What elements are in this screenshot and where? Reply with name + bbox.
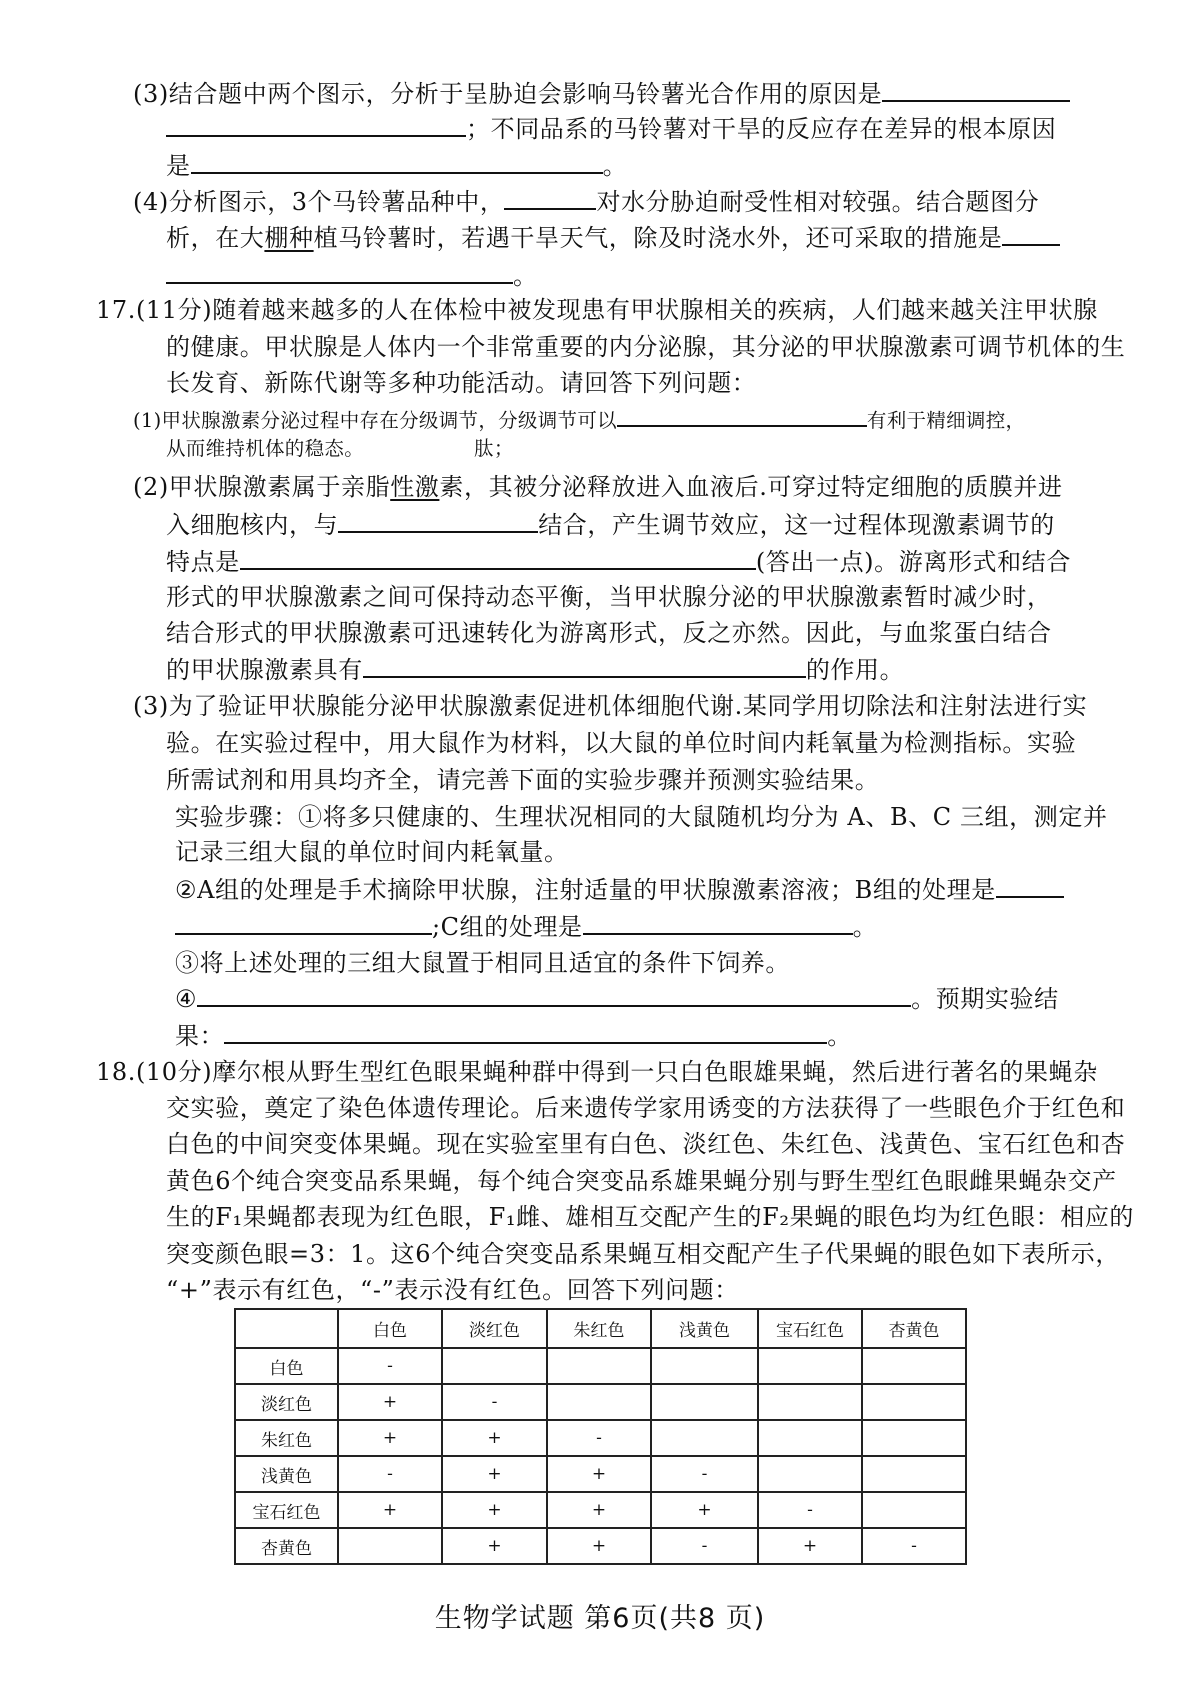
text-line	[166, 222, 1060, 253]
text-segment: ④	[175, 985, 198, 1013]
text-segment: (3)为了验证甲状腺能分泌甲状腺激素促进机体细胞代谢.某同学用切除法和注射法进行实	[133, 692, 1088, 720]
table-row	[235, 1456, 966, 1492]
text-line	[175, 911, 877, 942]
text-segment: 记录三组大鼠的单位时间内耗氧量。	[175, 838, 569, 866]
text-line	[166, 368, 756, 398]
text-line	[166, 654, 904, 685]
answer-blank[interactable]	[338, 509, 538, 533]
table-cell: -	[547, 1420, 651, 1456]
text-line	[166, 150, 627, 181]
table-row	[235, 1348, 966, 1384]
text-segment: ;C组的处理是	[432, 913, 583, 941]
table-cell: +	[547, 1528, 651, 1564]
table-cell	[758, 1456, 862, 1492]
table-cell: +	[338, 1420, 442, 1456]
text-segment: 白色的中间突变体果蝇。现在实验室里有白色、淡红色、朱红色、浅黄色、宝石红色和杏	[166, 1130, 1126, 1158]
table-cell: -	[442, 1384, 547, 1420]
table-row	[235, 1492, 966, 1528]
text-segment: ③将上述处理的三组大鼠置于相同且适宜的条件下饲养。	[175, 949, 790, 977]
column-header: 朱红色	[547, 1309, 651, 1348]
table-cell	[442, 1348, 547, 1384]
table-cell: +	[442, 1528, 547, 1564]
answer-blank[interactable]	[240, 546, 756, 570]
table-cell	[758, 1348, 862, 1384]
table-cell: -	[651, 1528, 758, 1564]
table-cell	[862, 1456, 966, 1492]
answer-blank[interactable]	[166, 260, 513, 284]
text-segment: 长发育、新陈代谢等多种功能活动。请回答下列问题：	[166, 369, 757, 397]
answer-blank[interactable]	[617, 403, 867, 427]
table-cell	[547, 1384, 651, 1420]
table-cell: +	[651, 1492, 758, 1528]
text-segment: (4)分析图示，3个马铃薯品种中，	[133, 188, 505, 216]
text-segment: 结合，产生调节效应，这一过程体现激素调节的	[538, 511, 1055, 539]
row-header: 淡红色	[235, 1384, 338, 1420]
table-cell	[862, 1348, 966, 1384]
table-cell	[651, 1420, 758, 1456]
text-line	[175, 983, 1059, 1014]
text-segment: 黄色6个纯合突变品系果蝇，每个纯合突变品系雄果蝇分别与野生型红色眼雌果蝇杂交产	[166, 1167, 1117, 1195]
answer-blank[interactable]	[224, 1020, 827, 1044]
column-header: 宝石红色	[758, 1309, 862, 1348]
table-cell	[862, 1384, 966, 1420]
text-line	[166, 1129, 1125, 1159]
text-line	[175, 1020, 852, 1051]
column-header: 白色	[338, 1309, 442, 1348]
table-cell: +	[338, 1492, 442, 1528]
text-line	[166, 582, 1052, 612]
answer-blank[interactable]	[583, 911, 853, 935]
table-cell: +	[758, 1528, 862, 1564]
text-line	[166, 1093, 1125, 1123]
table-cell: +	[442, 1456, 547, 1492]
eye-color-cross-table	[234, 1308, 967, 1565]
table-cell: +	[338, 1384, 442, 1420]
text-line	[133, 472, 1063, 502]
text-segment: 析，在大	[166, 224, 265, 252]
text-segment: 的作用。	[805, 656, 905, 684]
text-segment: 。	[827, 1022, 852, 1050]
text-segment: 18.(10分)摩尔根从野生型红色眼果蝇种群中得到一只白色眼雄果蝇，然后进行著名的果蝇杂	[96, 1058, 1098, 1086]
text-line	[133, 403, 1025, 436]
answer-blank[interactable]	[166, 113, 466, 137]
table-cell: -	[338, 1456, 442, 1492]
table-row	[235, 1384, 966, 1420]
text-segment: 素，其被分泌释放进入血液后.可穿过特定细胞的质膜并进	[439, 473, 1063, 501]
answer-blank[interactable]	[882, 78, 1070, 102]
text-segment: 。预期实验结	[911, 985, 1059, 1013]
table-cell	[547, 1348, 651, 1384]
text-segment: 果：	[175, 1022, 225, 1050]
text-segment: 所需试剂和用具均齐全，请完善下面的实验步骤并预测实验结果。	[166, 766, 880, 794]
text-line	[166, 1166, 1117, 1196]
column-header: 浅黄色	[651, 1309, 758, 1348]
row-header: 宝石红色	[235, 1492, 338, 1528]
table-cell	[651, 1348, 758, 1384]
text-line	[166, 546, 1071, 577]
table-cell: -	[758, 1492, 862, 1528]
text-segment: (1)甲状腺激素分泌过程中存在分级调节，分级调节可以	[133, 409, 617, 432]
row-header: 白色	[235, 1348, 338, 1384]
text-segment: 17.(11分)随着越来越多的人在体检中被发现患有甲状腺相关的疾病，人们越来越关注甲状腺	[96, 296, 1098, 324]
text-segment: 是	[166, 152, 191, 180]
answer-blank[interactable]	[504, 186, 596, 210]
answer-blank[interactable]	[197, 983, 911, 1007]
table-cell: -	[338, 1348, 442, 1384]
text-segment: 形式的甲状腺激素之间可保持动态平衡，当甲状腺分泌的甲状腺激素暂时减少时，	[166, 583, 1052, 611]
text-segment: “+”表示有红色，“-”表示没有红色。回答下列问题：	[166, 1276, 739, 1304]
text-segment: 从而维持机体的稳态。	[166, 437, 365, 460]
text-segment: ②A组的处理是手术摘除甲状腺，注射适量的甲状腺激素溶液；B组的处理是	[175, 876, 996, 904]
text-line	[166, 260, 538, 291]
text-line	[166, 1275, 739, 1305]
table-cell	[862, 1420, 966, 1456]
text-line	[133, 691, 1087, 721]
table-cell	[862, 1492, 966, 1528]
table-cell: +	[547, 1492, 651, 1528]
text-line	[166, 765, 879, 795]
underlined-text: 棚种	[264, 224, 314, 252]
underlined-text: 性激	[390, 473, 440, 501]
text-segment: 突变颜色眼=3：1。这6个纯合突变品系果蝇互相交配产生子代果蝇的眼色如下表所示，	[166, 1240, 1120, 1268]
text-segment: ；不同品系的马铃薯对干旱的反应存在差异的根本原因	[466, 115, 1057, 143]
answer-blank[interactable]	[363, 654, 806, 678]
text-segment: (答出一点)。游离形式和结合	[755, 548, 1071, 576]
text-segment: 交实验，奠定了染色体遗传理论。后来遗传学家用诱变的方法获得了一些眼色介于红色和	[166, 1094, 1126, 1122]
table-cell: +	[442, 1492, 547, 1528]
text-line	[175, 802, 1108, 832]
table-cell	[651, 1384, 758, 1420]
table-cell: +	[442, 1420, 547, 1456]
row-header: 朱红色	[235, 1420, 338, 1456]
text-line	[166, 728, 1076, 758]
column-header	[235, 1309, 338, 1348]
text-line	[175, 948, 790, 978]
text-segment: 入细胞核内，与	[166, 511, 339, 539]
table-cell	[758, 1420, 862, 1456]
text-segment: 特点是	[166, 548, 240, 576]
text-segment: 植马铃薯时，若遇干旱天气，除及时浇水外，还可采取的措施是	[313, 224, 1003, 252]
text-segment: 有利于精细调控，	[866, 409, 1026, 432]
text-segment: 。	[602, 152, 628, 180]
text-line	[133, 78, 1070, 109]
text-line	[175, 874, 1064, 905]
text-line	[166, 1202, 1134, 1232]
table-cell	[758, 1384, 862, 1420]
text-line	[166, 509, 1055, 540]
text-line	[96, 295, 1098, 325]
text-segment: 的甲状腺激素具有	[166, 656, 363, 684]
text-segment: 验。在实验过程中，用大鼠作为材料，以大鼠的单位时间内耗氧量为检测指标。实验	[166, 729, 1077, 757]
text-segment: 。	[852, 913, 878, 941]
page-footer: 生物学试题 第6页(共8 页)	[434, 1603, 766, 1634]
table-row	[235, 1528, 966, 1564]
text-segment: (3)结合题中两个图示，分析于呈胁迫会影响马铃薯光合作用的原因是	[133, 80, 883, 108]
answer-blank[interactable]	[191, 150, 603, 174]
answer-blank[interactable]	[175, 911, 432, 935]
text-line	[166, 618, 1052, 648]
text-line	[133, 186, 1039, 217]
table-cell: -	[651, 1456, 758, 1492]
text-line	[166, 332, 1125, 362]
column-header: 淡红色	[442, 1309, 547, 1348]
table-cell: +	[547, 1456, 651, 1492]
text-segment: 实验步骤：①将多只健康的、生理状况相同的大鼠随机均分为 A、B、C 三组，测定并	[175, 803, 1108, 831]
text-segment: 的健康。甲状腺是人体内一个非常重要的内分泌腺，其分泌的甲状腺激素可调节机体的生	[166, 333, 1126, 361]
text-segment: 肽；	[474, 437, 514, 460]
text-segment: 生的F₁果蝇都表现为红色眼，F₁雌、雄相互交配产生的F₂果蝇的眼色均为红色眼：相应的	[166, 1203, 1135, 1231]
answer-blank[interactable]	[1002, 222, 1060, 246]
text-segment: (2)甲状腺激素属于亲脂	[133, 473, 391, 501]
table-cell: -	[862, 1528, 966, 1564]
text-line	[166, 1239, 1120, 1269]
row-header: 浅黄色	[235, 1456, 338, 1492]
table-cell	[338, 1528, 442, 1564]
text-segment: 。	[513, 262, 538, 290]
table-header-row	[235, 1309, 966, 1348]
table-row	[235, 1420, 966, 1456]
text-line	[96, 1057, 1098, 1087]
text-line	[175, 837, 569, 867]
answer-blank[interactable]	[996, 874, 1064, 898]
row-header: 杏黄色	[235, 1528, 338, 1564]
text-segment: 结合形式的甲状腺激素可迅速转化为游离形式，反之亦然。因此，与血浆蛋白结合	[166, 619, 1052, 647]
text-line	[166, 434, 514, 464]
text-line	[166, 113, 1056, 144]
text-segment: 对水分胁迫耐受性相对较强。结合题图分	[596, 188, 1040, 216]
column-header: 杏黄色	[862, 1309, 966, 1348]
